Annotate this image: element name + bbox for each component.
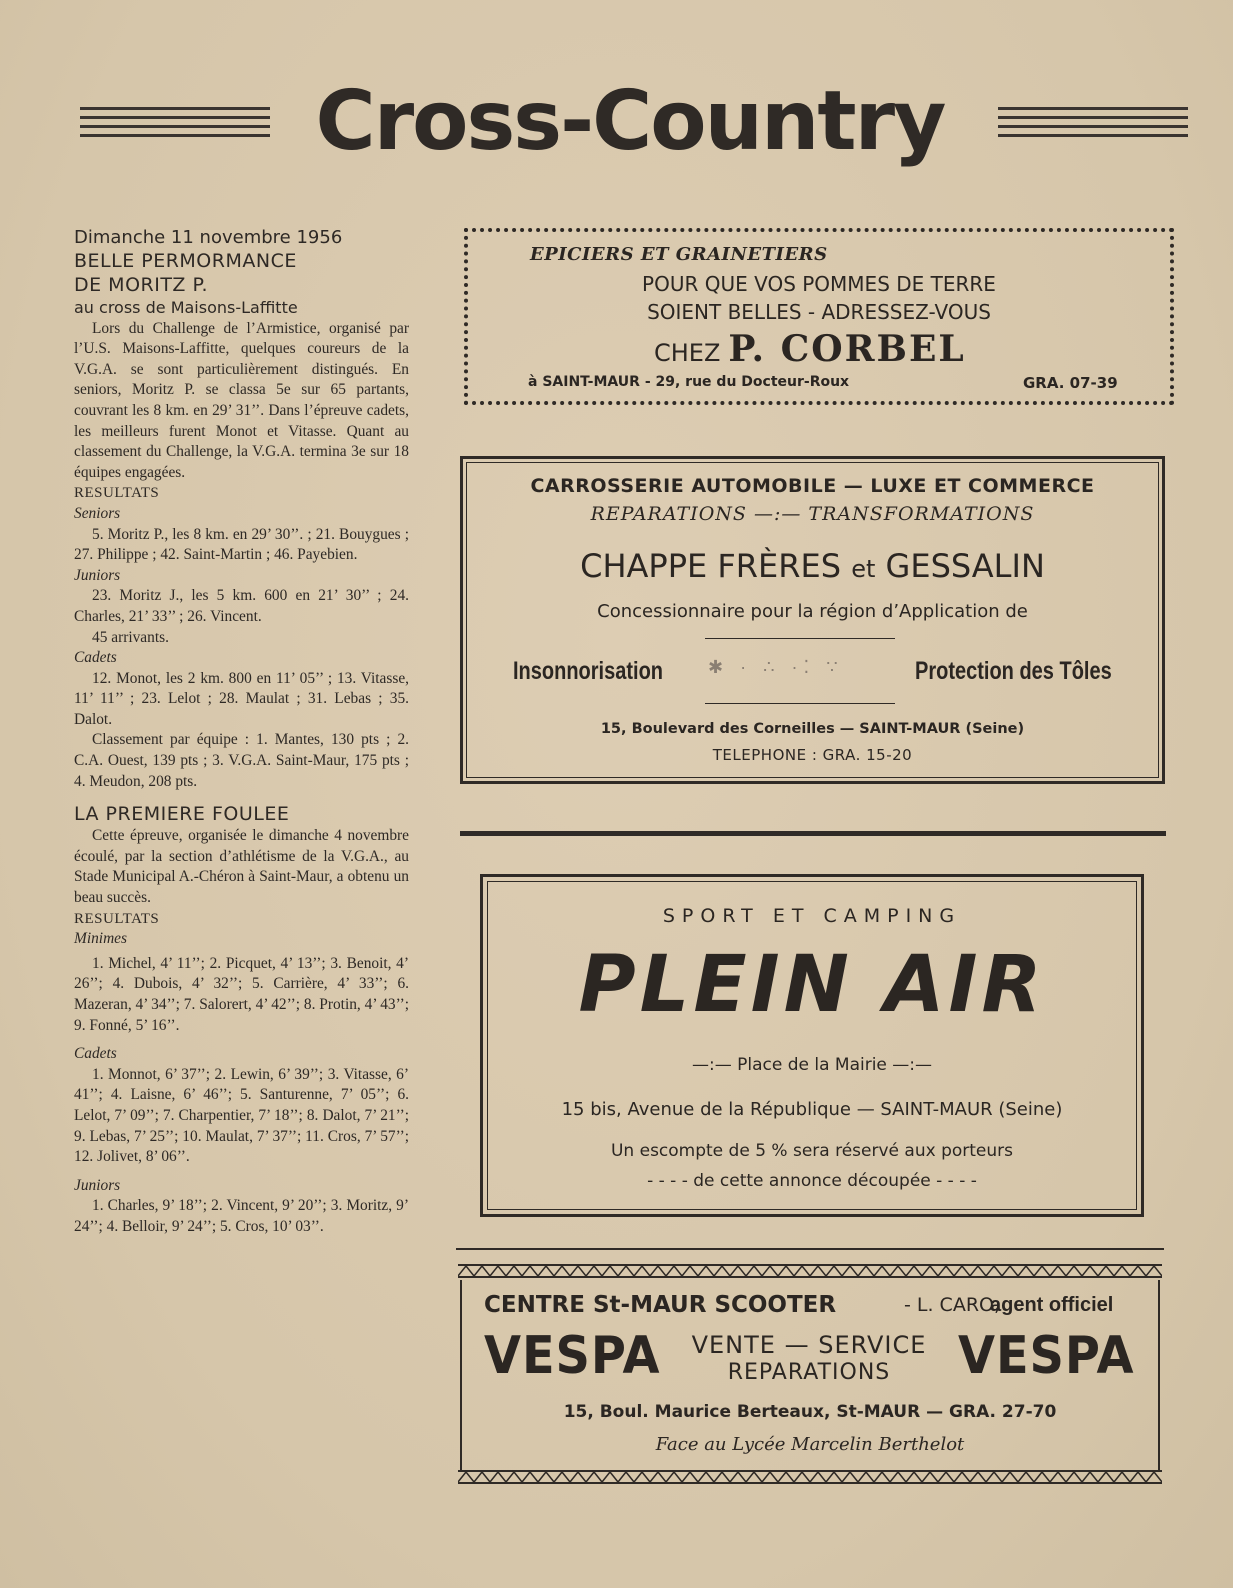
zigzag-border-bottom — [458, 1470, 1162, 1484]
pleinair-line-5: Un escompte de 5 % sera réservé aux porteurs — [610, 1141, 1013, 1161]
pleinair-address: 15 bis, Avenue de la République — SAINT-MAUR (Seine) — [561, 1099, 1063, 1120]
category-seniors: Seniors — [74, 504, 121, 522]
chappe-name-b: GESSALIN — [875, 547, 1045, 585]
ad-chappe — [460, 456, 1165, 784]
corbel-address: à SAINT-MAUR - 29, rue du Docteur-Roux — [528, 374, 850, 390]
chappe-line-4: Concessionnaire pour la région d’Application de — [597, 601, 1028, 622]
vespa-address: 15, Boul. Maurice Berteaux, St-MAUR — GRA. 27-70 — [563, 1402, 1057, 1422]
vespa-mid-2: REPARATIONS — [727, 1360, 891, 1385]
section-divider — [460, 831, 1166, 836]
vespa-mid-1: VENTE — SERVICE — [691, 1331, 927, 1359]
category-cadets-2: Cadets — [74, 1045, 117, 1063]
results-minimes: 1. Michel, 4’ 11’’; 2. Picquet, 4’ 13’’; 3. Benoit, 4’ 26’’; 4. Dubois, 4’ 32’’; 5. Carrière, 4’ 33’’; 6. Mazeran, 4’ 34’’; 7. Salorert, 4’ 42’’; 8. Protin, 4’ 43’’; 9. Fonné, 5’ 16’’. — [74, 954, 409, 1034]
corbel-line-1: EPICIERS ET GRAINETIERS — [530, 244, 828, 265]
vespa-line-1c: agent officiel — [990, 1294, 1114, 1316]
category-cadets: Cadets — [74, 649, 117, 667]
results-heading: RESULTATS — [74, 485, 160, 502]
pleinair-line-1: SPORT ET CAMPING — [662, 905, 962, 927]
chappe-name-et: et — [851, 555, 876, 583]
juniors-count: 45 arrivants. — [92, 628, 169, 646]
thin-divider — [456, 1248, 1164, 1250]
results-juniors-2: 1. Charles, 9’ 18’’; 2. Vincent, 9’ 20’’; 3. Moritz, 9’ 24’’; 4. Belloir, 9’ 24’’; 5. Cros, 10’ 03’’. — [74, 1197, 409, 1235]
pleinair-name: PLEIN AIR — [578, 940, 1046, 1030]
ad-plein-air — [480, 874, 1144, 1217]
ad-corbel — [464, 228, 1174, 405]
chappe-name-a: CHAPPE FRÈRES — [580, 547, 852, 585]
results-seniors: 5. Moritz P., les 8 km. en 29’ 30’’. ; 21. Bouygues ; 27. Philippe ; 42. Saint-Martin ; 46. Payebien. — [74, 525, 409, 564]
corbel-name-line — [654, 328, 966, 370]
chappe-name — [463, 547, 1162, 585]
chappe-line-1: CARROSSERIE AUTOMOBILE — LUXE ET COMMERCE — [530, 475, 1095, 497]
chappe-right-text: Protection des Tôles — [915, 657, 1112, 685]
vespa-brand-left: VESPA — [484, 1326, 661, 1386]
chappe-rule-bottom — [705, 703, 895, 704]
chappe-rule-top — [705, 638, 895, 639]
results-juniors: 23. Moritz J., les 5 km. 600 en 21’ 30’’ ; 24. Charles, 21’ 33’’ ; 26. Vincent. — [74, 587, 409, 625]
zigzag-border-top — [458, 1264, 1162, 1278]
results-cadets: 12. Monot, les 2 km. 800 en 11’ 05’’ ; 13. Vitasse, 11’ 11’’ ; 23. Lelot ; 28. Maulat ; 31. Lebas ; 35. Dalot. — [74, 669, 409, 728]
team-ranking: Classement par équipe : 1. Mantes, 130 pts ; 2. C.A. Ouest, 139 pts ; 3. V.G.A. Saint-Maur, 175 pts ; 4. Meudon, 208 pts. — [74, 731, 409, 790]
article-column — [74, 228, 409, 1238]
header-rule-left — [80, 107, 270, 143]
category-juniors: Juniors — [74, 566, 121, 584]
pleinair-line-6: - - - - de cette annonce découpée - - - - — [647, 1171, 977, 1191]
article-intro: Lors du Challenge de l’Armistice, organisé par l’U.S. Maisons-Laffitte, quelques coureurs de la V.G.A. se sont particulièrement distingués. En seniors, Moritz P. se classa 5e sur 65 partants, couvrant les 8 km. en 29’ 31’’. Dans l’épreuve cadets, les meilleurs furent Monot et Vitasse. Quant au classement du Challenge, la V.G.A. termina 3e sur 18 équipes engagées. — [74, 319, 409, 481]
chappe-left-text: Insonnorisation — [513, 657, 663, 685]
corbel-name: P. CORBEL — [728, 328, 966, 370]
article-intro-2: Cette épreuve, organisée le dimanche 4 novembre écoulé, par la section d’athlétisme de la V.G.A., au Stade Municipal A.-Chéron à Saint-Maur, a obtenu un beau succès. — [74, 827, 409, 907]
category-minimes: Minimes — [74, 930, 128, 948]
chappe-line-2: REPARATIONS —:— TRANSFORMATIONS — [590, 503, 1035, 525]
headline-line-2: DE MORITZ P. — [74, 273, 209, 296]
chappe-phone: TELEPHONE : GRA. 15-20 — [712, 746, 913, 764]
ad-vespa — [460, 1280, 1160, 1470]
faded-logo-icon: ✱ · ∴ ·⁚ ∵ — [708, 657, 844, 677]
vespa-line-1: CENTRE St-MAUR SCOOTER — [484, 1292, 837, 1318]
results-heading-2: RESULTATS — [74, 910, 160, 927]
pleinair-line-3: —:— Place de la Mairie —:— — [691, 1055, 933, 1075]
headline-line-1: BELLE PERMORMANCE — [74, 249, 297, 272]
results-cadets-2: 1. Monnot, 6’ 37’’; 2. Lewin, 6’ 39’’; 3. Vitasse, 6’ 41’’; 4. Laisne, 6’ 46’’; 5. Santurenne, 7’ 05’’; 6. Lelot, 7’ 09’’; 7. Charpentier, 7’ 18’’; 8. Dalot, 7’ 21’’; 9. Lebas, 7’ 25’’; 10. Maulat, 7’ 37’’; 11. Cros, 7’ 57’’; 12. Jolivet, 8’ 06’’. — [74, 1065, 409, 1166]
corbel-line-2: POUR QUE VOS POMMES DE TERRE — [642, 272, 996, 296]
vespa-line-1b: - L. CARO, — [904, 1294, 1001, 1316]
page-title: Cross-Country — [315, 74, 945, 169]
header-rule-right — [998, 107, 1188, 143]
corbel-line-3: SOIENT BELLES - ADRESSEZ-VOUS — [647, 300, 991, 324]
corbel-chez: CHEZ — [654, 339, 721, 367]
article-date: Dimanche 11 novembre 1956 — [74, 227, 343, 248]
article-subhead: au cross de Maisons-Laffitte — [74, 297, 298, 317]
corbel-phone: GRA. 07-39 — [1023, 374, 1118, 392]
vespa-brand-right: VESPA — [958, 1326, 1135, 1386]
vespa-line-4: Face au Lycée Marcelin Berthelot — [655, 1434, 965, 1455]
category-juniors-2: Juniors — [74, 1176, 121, 1194]
chappe-address: 15, Boulevard des Corneilles — SAINT-MAUR (Seine) — [600, 721, 1025, 737]
headline-premiere-foulee: LA PREMIERE FOULEE — [74, 803, 290, 826]
